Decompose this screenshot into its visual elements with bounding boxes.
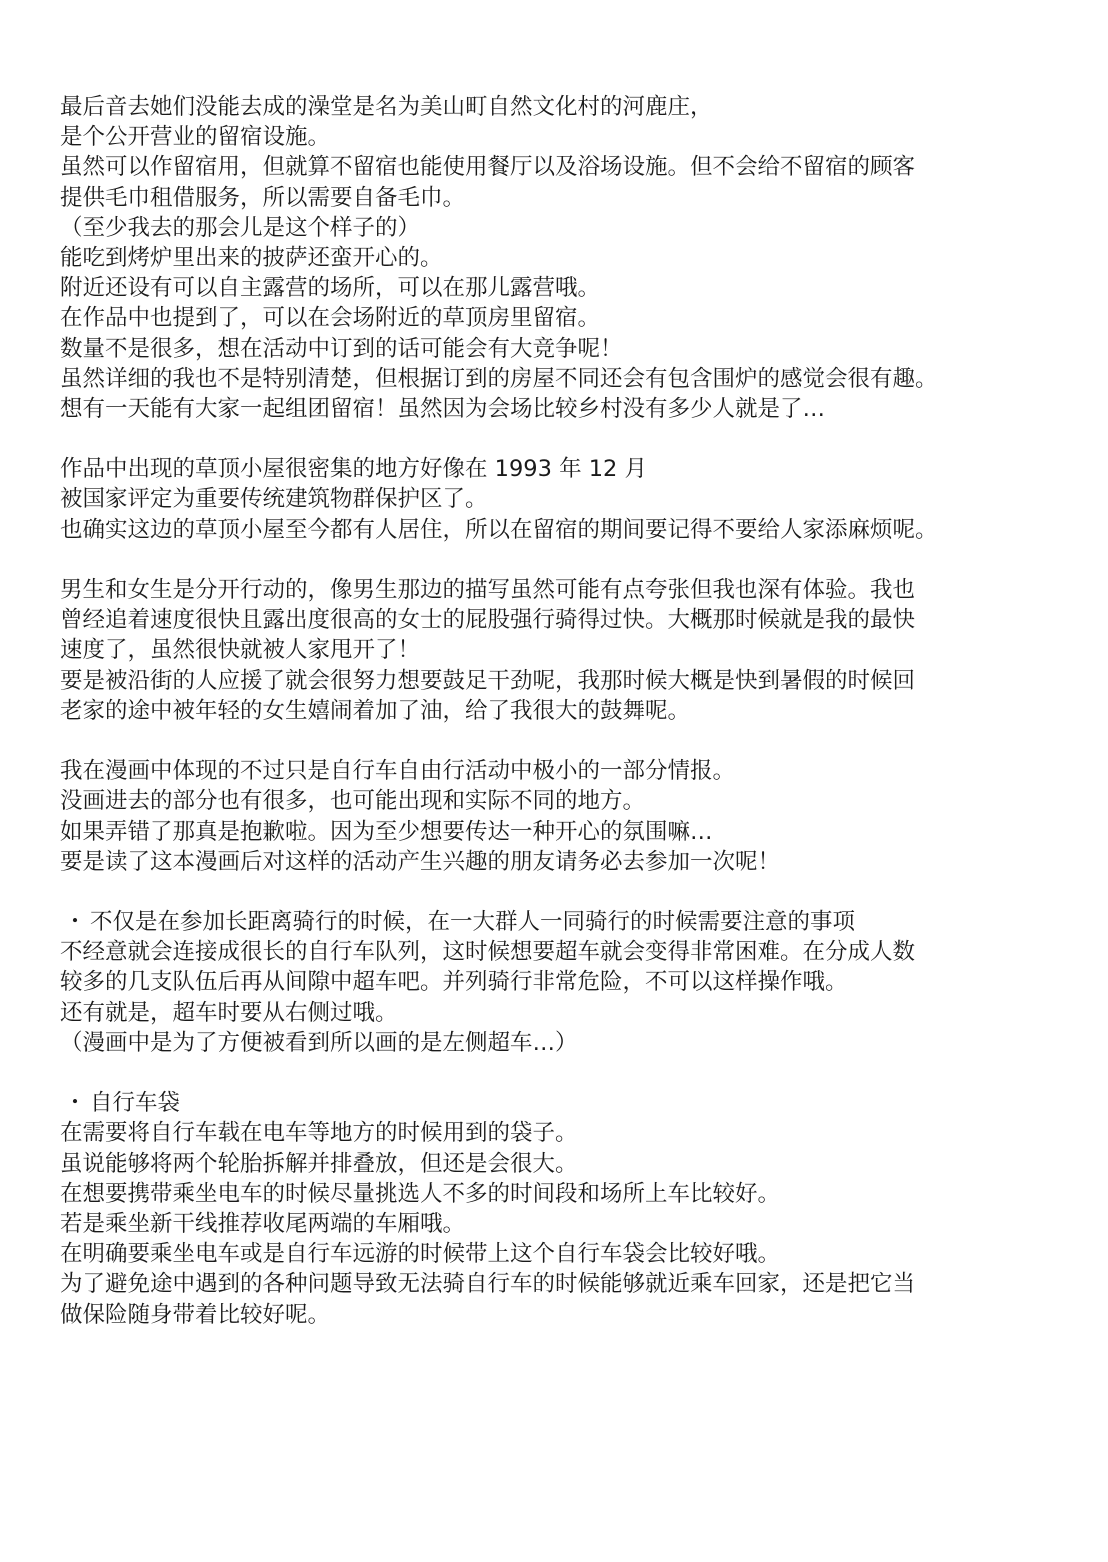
text-line: 没画进去的部分也有很多，也可能出现和实际不同的地方。: [60, 788, 646, 815]
text-line: （至少我去的那会儿是这个样子的）: [60, 214, 421, 241]
text-line: 虽然可以作留宿用，但就算不留宿也能使用餐厅以及浴场设施。但不会给不留宿的顾客: [60, 154, 916, 181]
text-line: 男生和女生是分开行动的，像男生那边的描写虽然可能有点夸张但我也深有体验。我也: [60, 577, 916, 603]
text-line: 较多的几支队伍后再从间隙中超车吧。并列骑行非常危险，不可以这样操作哦。: [60, 969, 848, 996]
paragraph-gap: [60, 1058, 1050, 1088]
section-heading: [60, 1088, 1050, 1118]
document-body: [60, 92, 1050, 1330]
section-heading-text: 自行车袋: [90, 1090, 181, 1117]
text-line: 老家的途中被年轻的女生嬉闹着加了油，给了我很大的鼓舞呢。: [60, 697, 691, 724]
section-bike-bag: [60, 1088, 1050, 1330]
text-line: 附近还设有可以自主露营的场所，可以在那儿露营哦。: [60, 275, 601, 302]
text-line: 是个公开营业的留宿设施。: [60, 124, 331, 151]
paragraph-gap: [60, 424, 1050, 454]
paragraph-gap: [60, 877, 1050, 907]
text-line: 要是被沿街的人应援了就会很努力想要鼓足干劲呢，我那时候大概是快到暑假的时候回: [60, 667, 916, 694]
text-line: 如果弄错了那真是抱歉啦。因为至少想要传达一种开心的氛围嘛…: [60, 818, 713, 845]
text-line: 为了避免途中遇到的各种问题导致无法骑自行车的时候能够就近乘车回家，还是把它当: [60, 1271, 916, 1298]
text-line: 提供毛巾租借服务，所以需要自备毛巾。: [60, 184, 466, 211]
section-group-riding: [60, 907, 1050, 1058]
text-line: 在明确要乘坐电车或是自行车远游的时候带上这个自行车袋会比较好哦。: [60, 1241, 781, 1268]
paragraph-boys-and-girls: [60, 575, 1050, 726]
text-line: 若是乘坐新干线推荐收尾两端的车厢哦。: [60, 1210, 466, 1237]
text-line: 速度了，虽然很快就被人家甩开了！: [60, 637, 421, 664]
text-line: 被国家评定为重要传统建筑物群保护区了。: [60, 486, 488, 513]
text-line: 虽然详细的我也不是特别清楚，但根据订到的房屋不同还会有包含围炉的感觉会很有趣。: [60, 365, 938, 392]
text-line: 在作品中也提到了，可以在会场附近的草顶房里留宿。: [60, 305, 601, 332]
paragraph-thatched-houses: [60, 454, 1050, 545]
bullet-dot: ・: [63, 1090, 87, 1117]
text-line: 能吃到烤炉里出来的披萨还蛮开心的。: [60, 244, 443, 271]
text-line: 要是读了这本漫画后对这样的活动产生兴趣的朋友请务必去参加一次呢！: [60, 848, 781, 875]
section-heading: [60, 907, 1050, 937]
text-line: 也确实这边的草顶小屋至今都有人居住，所以在留宿的期间要记得不要给人家添麻烦呢。: [60, 516, 938, 543]
text-line: 在需要将自行车载在电车等地方的时候用到的袋子。: [60, 1120, 578, 1147]
paragraph-manga-note: [60, 756, 1050, 877]
text-line: 在想要携带乘坐电车的时候尽量挑选人不多的时间段和场所上车比较好。: [60, 1180, 781, 1207]
text-line: 最后音去她们没能去成的澡堂是名为美山町自然文化村的河鹿庄，: [60, 94, 713, 120]
text-line: 想有一天能有大家一起组团留宿！虽然因为会场比较乡村没有多少人就是了…: [60, 395, 826, 422]
section-heading-text: 不仅是在参加长距离骑行的时候，在一大群人一同骑行的时候需要注意的事项: [90, 909, 856, 936]
text-line: 数量不是很多，想在活动中订到的话可能会有大竞争呢！: [60, 335, 623, 362]
paragraph-gap: [60, 726, 1050, 756]
text-line: 虽说能够将两个轮胎拆解并排叠放，但还是会很大。: [60, 1150, 578, 1177]
text-line: 不经意就会连接成很长的自行车队列，这时候想要超车就会变得非常困难。在分成人数: [60, 939, 916, 966]
text-line: （漫画中是为了方便被看到所以画的是左侧超车…）: [60, 1029, 578, 1056]
paragraph-bathhouse: [60, 92, 1050, 424]
text-line: 曾经追着速度很快且露出度很高的女士的屁股强行骑得过快。大概那时候就是我的最快: [60, 607, 916, 634]
text-line: 作品中出现的草顶小屋很密集的地方好像在 1993 年 12 月: [60, 456, 648, 483]
text-line: 我在漫画中体现的不过只是自行车自由行活动中极小的一部分情报。: [60, 758, 736, 785]
text-line: 做保险随身带着比较好呢。: [60, 1301, 331, 1328]
paragraph-gap: [60, 545, 1050, 575]
bullet-dot: ・: [63, 909, 87, 936]
text-line: 还有就是，超车时要从右侧过哦。: [60, 999, 398, 1026]
